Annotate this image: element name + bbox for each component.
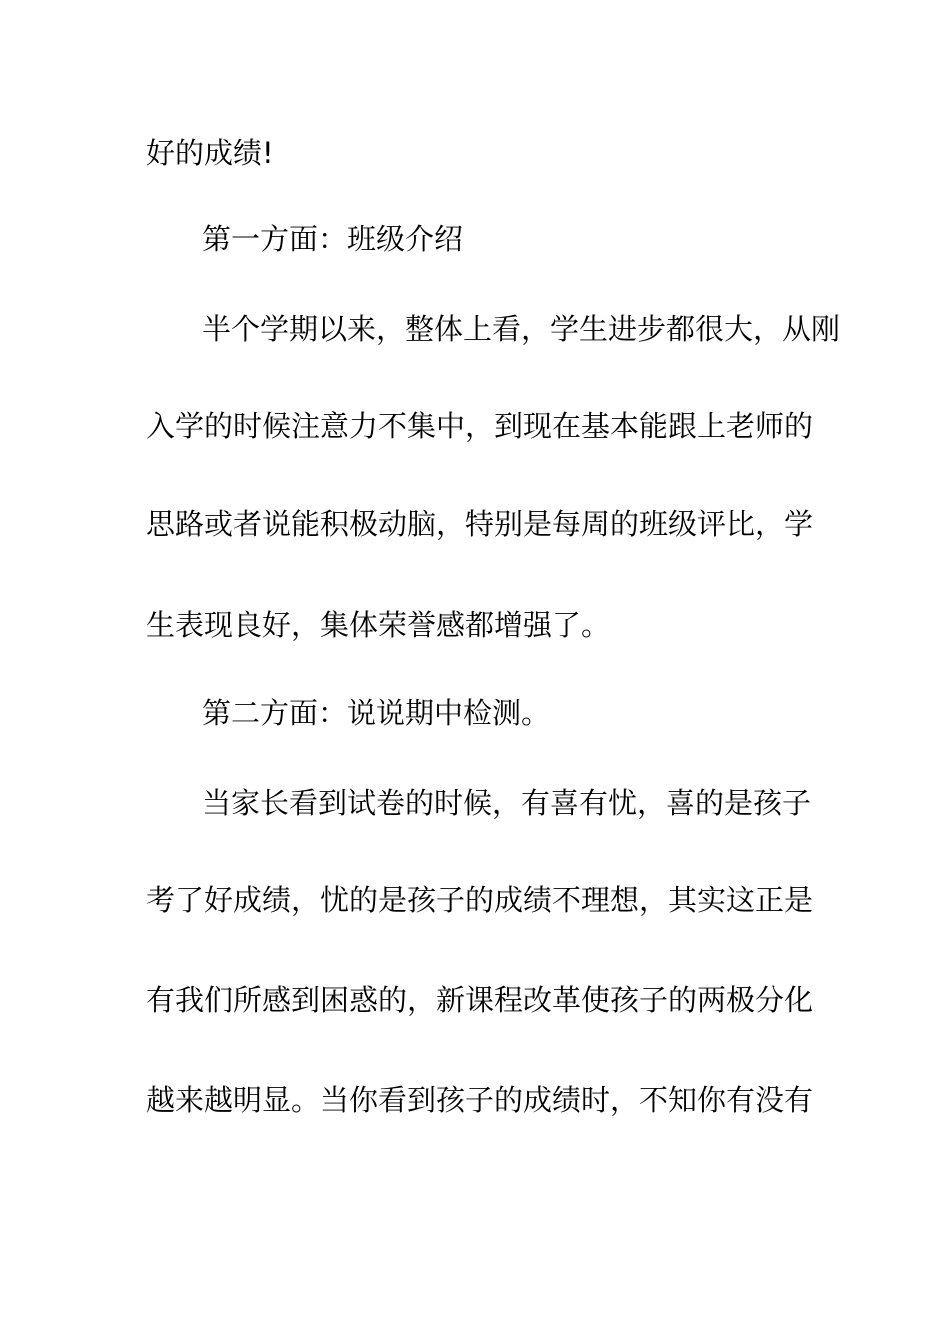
text-line: 入学的时候注意力不集中，到现在基本能跟上老师的 [146,409,814,443]
text-line: 考了好成绩，忧的是孩子的成绩不理想，其实这正是 [146,883,814,917]
text-line: 好的成绩! [146,136,274,170]
text-line: 越来越明显。当你看到孩子的成绩时，不知你有没有 [146,1083,814,1117]
text-line: 思路或者说能积极动脑，特别是每周的班级评比，学 [146,507,814,541]
section-heading: 第一方面：班级介绍 [202,222,464,256]
text-line: 生表现良好，集体荣誉感都增强了。 [146,608,611,642]
text-line: 半个学期以来，整体上看，学生进步都很大，从刚 [202,312,841,346]
text-line: 当家长看到试卷的时候，有喜有忧，喜的是孩子 [202,786,812,820]
text-line: 有我们所感到困惑的，新课程改革使孩子的两极分化 [146,983,814,1017]
section-heading: 第二方面：说说期中检测。 [202,696,551,730]
